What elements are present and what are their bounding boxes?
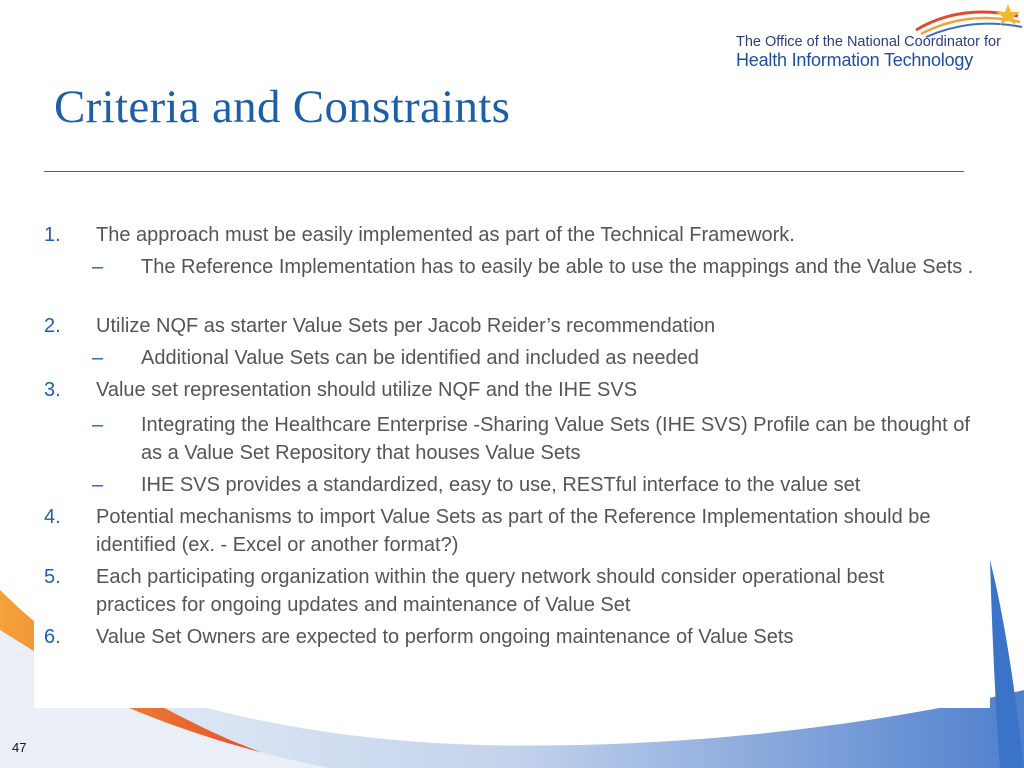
- item-dash: –: [92, 414, 104, 436]
- page-number: 47: [12, 740, 27, 755]
- item-dash: –: [92, 347, 104, 369]
- item-number: 5.: [44, 566, 61, 588]
- title-divider: [44, 171, 964, 172]
- subitem-text: IHE SVS provides a standardized, easy to use, RESTful interface to the value set: [141, 474, 861, 496]
- item-number: 6.: [44, 626, 61, 648]
- logo-line-2: Health Information Technology: [736, 50, 974, 70]
- item-number: 1.: [44, 224, 61, 246]
- onc-logo: [736, 0, 1024, 80]
- slide-title: Criteria and Constraints: [54, 81, 511, 133]
- item-dash: –: [92, 256, 104, 278]
- item-number: 2.: [44, 315, 61, 337]
- subitem-text: Additional Value Sets can be identified and included as needed: [141, 347, 699, 369]
- logo-line-1: The Office of the National Coordinator for: [736, 34, 1001, 50]
- item-text: Value Set Owners are expected to perform ongoing maintenance of Value Sets: [96, 626, 794, 648]
- item-text: Value set representation should utilize NQF and the IHE SVS: [96, 379, 638, 401]
- item-text: Each participating organization within the query network should consider operational best practices for ongoing updates and maintenance of Value Set: [96, 566, 885, 616]
- subitem-text: The Reference Implementation has to easily be able to use the mappings and the Value Sets .: [141, 256, 974, 278]
- item-text: Utilize NQF as starter Value Sets per Jacob Reider’s recommendation: [96, 315, 716, 337]
- subitem-text: Integrating the Healthcare Enterprise -Sharing Value Sets (IHE SVS) Profile can be thought of as a Value Set Repository that houses Value Sets: [141, 414, 970, 464]
- item-text: The approach must be easily implemented as part of the Technical Framework.: [96, 224, 795, 246]
- item-number: 3.: [44, 379, 61, 401]
- item-number: 4.: [44, 506, 61, 528]
- item-text: Potential mechanisms to import Value Sets as part of the Reference Implementation should be identified (ex. - Excel or another format?): [96, 506, 931, 556]
- item-dash: –: [92, 474, 104, 496]
